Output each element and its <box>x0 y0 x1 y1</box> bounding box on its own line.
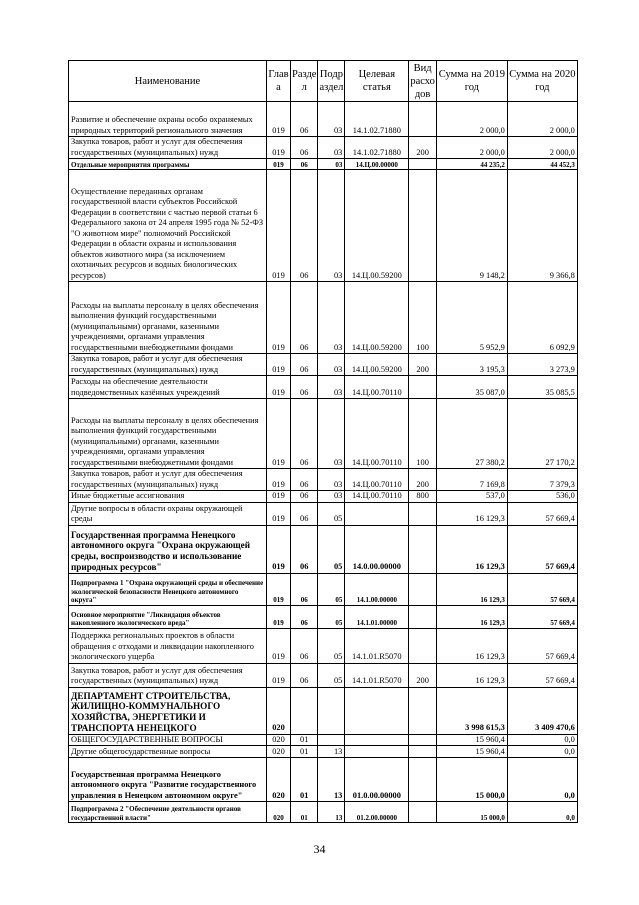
cell-razdel: 06 <box>291 525 318 573</box>
cell-name: Закупка товаров, работ и услуг для обеспечения государственных (муниципальных) нужд <box>69 354 267 376</box>
cell-razdel <box>291 687 318 734</box>
header-name: Наименование <box>69 61 267 102</box>
cell-name: Иные бюджетные ассигнования <box>69 491 267 503</box>
cell-glava: 019 <box>267 502 291 525</box>
cell-target-article <box>345 687 409 734</box>
cell-razdel: 06 <box>291 354 318 376</box>
page-number: 34 <box>313 842 326 856</box>
cell-glava: 019 <box>267 573 291 605</box>
table-row <box>69 605 578 628</box>
cell-expense-type <box>409 170 437 282</box>
cell-sum-2020: 2 000,0 <box>507 137 577 159</box>
cell-name: Расходы на обеспечение деятельности подведомственных казённых учреждений <box>69 376 267 399</box>
cell-podrazdel: 03 <box>318 170 345 282</box>
cell-sum-2019: 5 952,9 <box>436 282 507 354</box>
cell-sum-2020: 0,0 <box>507 746 577 758</box>
cell-sum-2019: 3 195,3 <box>436 354 507 376</box>
cell-sum-2019: 16 129,3 <box>436 605 507 628</box>
table-row <box>69 170 578 282</box>
header-razdel: Разде л <box>291 61 318 102</box>
cell-expense-type <box>409 102 437 137</box>
header-target-article: Целевая статья <box>345 61 409 102</box>
cell-target-article: 14.1.01.R5070 <box>345 663 409 687</box>
cell-razdel: 06 <box>291 399 318 469</box>
cell-name: Осуществление переданных органам государственной власти субъектов Российской Федерации в соответствии с частью первой статьи 6 Федерального закона от 24 апреля 1995 года № 52-ФЗ "О животном мире" полномочий Российской Федерации в области охраны и использования объектов животного мира (за исключением охотничьих ресурсов и водных биологических ресурсов) <box>69 170 267 282</box>
cell-expense-type: 100 <box>409 282 437 354</box>
cell-glava: 019 <box>267 469 291 491</box>
cell-glava: 020 <box>267 802 291 823</box>
cell-target-article: 14.1.00.00000 <box>345 573 409 605</box>
cell-sum-2020: 3 409 470,6 <box>507 687 577 734</box>
cell-sum-2020: 3 273,9 <box>507 354 577 376</box>
cell-glava: 019 <box>267 663 291 687</box>
cell-target-article: 14.Ц.00.00000 <box>345 159 409 170</box>
cell-podrazdel: 03 <box>318 282 345 354</box>
cell-razdel: 06 <box>291 376 318 399</box>
cell-sum-2020: 57 669,4 <box>507 628 577 663</box>
table-row <box>69 758 578 802</box>
cell-expense-type <box>409 159 437 170</box>
cell-name: Расходы на выплаты персоналу в целях обеспечения выполнения функций государственными (муниципальными) органами, казенными учреждениями, органами управления государственными внебюджетными фондами <box>69 399 267 469</box>
table-row <box>69 734 578 746</box>
cell-sum-2020: 0,0 <box>507 734 577 746</box>
table-row <box>69 628 578 663</box>
cell-name: Государственная программа Ненецкого автономного округа "Развитие государственного управления в Ненецком автономном округе" <box>69 758 267 802</box>
cell-expense-type: 200 <box>409 663 437 687</box>
cell-podrazdel: 05 <box>318 502 345 525</box>
cell-podrazdel: 13 <box>318 802 345 823</box>
cell-expense-type <box>409 734 437 746</box>
cell-razdel: 01 <box>291 746 318 758</box>
cell-razdel: 06 <box>291 282 318 354</box>
cell-sum-2020: 7 379,3 <box>507 469 577 491</box>
cell-razdel: 06 <box>291 102 318 137</box>
cell-target-article: 14.Ц.00.59200 <box>345 170 409 282</box>
cell-sum-2020: 0,0 <box>507 758 577 802</box>
cell-razdel: 01 <box>291 734 318 746</box>
cell-glava: 019 <box>267 525 291 573</box>
cell-podrazdel: 03 <box>318 399 345 469</box>
cell-target-article: 14.1.02.71880 <box>345 137 409 159</box>
cell-sum-2020: 536,0 <box>507 491 577 503</box>
cell-sum-2019: 16 129,3 <box>436 573 507 605</box>
cell-podrazdel: 05 <box>318 525 345 573</box>
cell-sum-2020: 57 669,4 <box>507 605 577 628</box>
cell-podrazdel <box>318 687 345 734</box>
cell-glava: 019 <box>267 628 291 663</box>
cell-razdel: 06 <box>291 159 318 170</box>
cell-sum-2019: 15 000,0 <box>436 802 507 823</box>
cell-expense-type <box>409 525 437 573</box>
cell-podrazdel: 03 <box>318 102 345 137</box>
cell-target-article: 01.0.00.00000 <box>345 758 409 802</box>
cell-glava: 019 <box>267 399 291 469</box>
cell-podrazdel: 13 <box>318 758 345 802</box>
table-row <box>69 137 578 159</box>
cell-target-article: 14.Ц.00.70110 <box>345 491 409 503</box>
cell-podrazdel: 03 <box>318 491 345 503</box>
cell-sum-2020: 57 669,4 <box>507 525 577 573</box>
table-row <box>69 102 578 137</box>
cell-podrazdel: 03 <box>318 159 345 170</box>
table-row <box>69 399 578 469</box>
cell-name: Другие общегосударственные вопросы <box>69 746 267 758</box>
cell-sum-2020: 35 085,5 <box>507 376 577 399</box>
cell-sum-2020: 27 170,2 <box>507 399 577 469</box>
table-row <box>69 502 578 525</box>
cell-podrazdel: 03 <box>318 354 345 376</box>
cell-razdel: 01 <box>291 758 318 802</box>
cell-sum-2019: 7 169,8 <box>436 469 507 491</box>
cell-sum-2019: 16 129,3 <box>436 502 507 525</box>
cell-sum-2020: 44 452,3 <box>507 159 577 170</box>
table-header-row <box>69 61 578 102</box>
cell-glava: 019 <box>267 282 291 354</box>
cell-name: Закупка товаров, работ и услуг для обеспечения государственных (муниципальных) нужд <box>69 663 267 687</box>
cell-expense-type: 200 <box>409 469 437 491</box>
cell-glava: 019 <box>267 376 291 399</box>
cell-name: Государственная программа Ненецкого автономного округа "Охрана окружающей среды, воспроизводство и использование природных ресурсов" <box>69 525 267 573</box>
cell-glava: 019 <box>267 102 291 137</box>
cell-sum-2019: 2 000,0 <box>436 102 507 137</box>
header-sum-2019: Сумма на 2019 год <box>436 61 507 102</box>
cell-glava: 019 <box>267 159 291 170</box>
cell-glava: 019 <box>267 491 291 503</box>
cell-target-article: 14.Ц.00.59200 <box>345 354 409 376</box>
cell-expense-type <box>409 746 437 758</box>
cell-expense-type: 200 <box>409 354 437 376</box>
cell-sum-2019: 15 960,4 <box>436 734 507 746</box>
header-glava: Глав а <box>267 61 291 102</box>
cell-target-article <box>345 502 409 525</box>
cell-razdel: 06 <box>291 170 318 282</box>
cell-expense-type: 800 <box>409 491 437 503</box>
cell-expense-type <box>409 687 437 734</box>
cell-expense-type <box>409 605 437 628</box>
cell-podrazdel: 03 <box>318 376 345 399</box>
cell-razdel: 01 <box>291 802 318 823</box>
cell-name: Основное мероприятие "Ликвидация объектов накопленного экологического вреда" <box>69 605 267 628</box>
cell-sum-2020: 57 669,4 <box>507 502 577 525</box>
table-row <box>69 802 578 823</box>
cell-podrazdel: 05 <box>318 573 345 605</box>
cell-sum-2019: 27 380,2 <box>436 399 507 469</box>
cell-name: ОБЩЕГОСУДАРСТВЕННЫЕ ВОПРОСЫ <box>69 734 267 746</box>
cell-sum-2019: 16 129,3 <box>436 525 507 573</box>
cell-expense-type <box>409 802 437 823</box>
cell-razdel: 06 <box>291 491 318 503</box>
cell-razdel: 06 <box>291 469 318 491</box>
cell-razdel: 06 <box>291 605 318 628</box>
cell-target-article: 14.1.01.R5070 <box>345 628 409 663</box>
cell-sum-2019: 16 129,3 <box>436 663 507 687</box>
cell-expense-type: 100 <box>409 399 437 469</box>
cell-target-article: 14.1.02.71880 <box>345 102 409 137</box>
cell-name: Закупка товаров, работ и услуг для обеспечения государственных (муниципальных) нужд <box>69 469 267 491</box>
cell-podrazdel: 05 <box>318 605 345 628</box>
cell-sum-2020: 6 092,9 <box>507 282 577 354</box>
cell-sum-2019: 16 129,3 <box>436 628 507 663</box>
cell-podrazdel <box>318 734 345 746</box>
cell-sum-2020: 57 669,4 <box>507 573 577 605</box>
cell-sum-2019: 2 000,0 <box>436 137 507 159</box>
cell-expense-type <box>409 376 437 399</box>
cell-podrazdel: 05 <box>318 663 345 687</box>
cell-glava: 020 <box>267 758 291 802</box>
cell-name: Поддержка региональных проектов в области обращения с отходами и ликвидации накопленного экологического ущерба <box>69 628 267 663</box>
table-row <box>69 746 578 758</box>
cell-name: Подпрограмма 2 "Обеспечение деятельности органов государственной власти" <box>69 802 267 823</box>
cell-sum-2019: 3 998 615,3 <box>436 687 507 734</box>
cell-glava: 020 <box>267 734 291 746</box>
cell-sum-2019: 9 148,2 <box>436 170 507 282</box>
cell-name: Подпрограмма 1 "Охрана окружающей среды и обеспечение экологической безопасности Ненецкого автономного округа" <box>69 573 267 605</box>
table-row <box>69 376 578 399</box>
cell-expense-type <box>409 628 437 663</box>
table-row <box>69 469 578 491</box>
cell-target-article: 14.Ц.00.70110 <box>345 469 409 491</box>
cell-sum-2019: 15 000,0 <box>436 758 507 802</box>
cell-razdel: 06 <box>291 573 318 605</box>
cell-sum-2020: 2 000,0 <box>507 102 577 137</box>
cell-name: Развитие и обеспечение охраны особо охраняемых природных территорий регионального значения <box>69 102 267 137</box>
cell-razdel: 06 <box>291 663 318 687</box>
cell-expense-type: 200 <box>409 137 437 159</box>
header-podrazdel: Подр аздел <box>318 61 345 102</box>
cell-glava: 020 <box>267 746 291 758</box>
table-row <box>69 663 578 687</box>
table-row <box>69 282 578 354</box>
cell-name: Расходы на выплаты персоналу в целях обеспечения выполнения функций государственными (муниципальными) органами, казенными учреждениями, органами управления государственными внебюджетными фондами <box>69 282 267 354</box>
cell-sum-2020: 57 669,4 <box>507 663 577 687</box>
cell-sum-2020: 0,0 <box>507 802 577 823</box>
cell-target-article: 14.0.00.00000 <box>345 525 409 573</box>
cell-podrazdel: 03 <box>318 137 345 159</box>
cell-podrazdel: 03 <box>318 469 345 491</box>
cell-target-article: 14.Ц.00.70110 <box>345 399 409 469</box>
cell-sum-2019: 15 960,4 <box>436 746 507 758</box>
cell-sum-2019: 44 235,2 <box>436 159 507 170</box>
cell-glava: 019 <box>267 137 291 159</box>
cell-glava: 020 <box>267 687 291 734</box>
table-row <box>69 159 578 170</box>
table-row <box>69 573 578 605</box>
cell-name: ДЕПАРТАМЕНТ СТРОИТЕЛЬСТВА, ЖИЛИЩНО-КОММУНАЛЬНОГО ХОЗЯЙСТВА, ЭНЕРГЕТИКИ И ТРАНСПОРТА НЕНЕЦКОГО <box>69 687 267 734</box>
table-row <box>69 525 578 573</box>
cell-podrazdel: 05 <box>318 628 345 663</box>
cell-razdel: 06 <box>291 628 318 663</box>
cell-glava: 019 <box>267 354 291 376</box>
cell-expense-type <box>409 502 437 525</box>
cell-podrazdel: 13 <box>318 746 345 758</box>
cell-target-article: 14.Ц.00.70110 <box>345 376 409 399</box>
cell-expense-type <box>409 573 437 605</box>
table-row <box>69 687 578 734</box>
cell-name: Закупка товаров, работ и услуг для обеспечения государственных (муниципальных) нужд <box>69 137 267 159</box>
cell-target-article: 14.Ц.00.59200 <box>345 282 409 354</box>
cell-name: Отдельные мероприятия программы <box>69 159 267 170</box>
cell-name: Другие вопросы в области охраны окружающей среды <box>69 502 267 525</box>
header-sum-2020: Сумма на 2020 год <box>507 61 577 102</box>
cell-razdel: 06 <box>291 502 318 525</box>
cell-target-article <box>345 734 409 746</box>
cell-expense-type <box>409 758 437 802</box>
header-expense-type: Вид расхо дов <box>410 62 435 100</box>
cell-sum-2020: 9 366,8 <box>507 170 577 282</box>
cell-sum-2019: 35 087,0 <box>436 376 507 399</box>
cell-target-article <box>345 746 409 758</box>
cell-sum-2019: 537,0 <box>436 491 507 503</box>
cell-glava: 019 <box>267 605 291 628</box>
table-row <box>69 491 578 503</box>
cell-razdel: 06 <box>291 137 318 159</box>
budget-table <box>68 60 578 823</box>
cell-glava: 019 <box>267 170 291 282</box>
cell-target-article: 14.1.01.00000 <box>345 605 409 628</box>
cell-target-article: 01.2.00.00000 <box>345 802 409 823</box>
table-row <box>69 354 578 376</box>
